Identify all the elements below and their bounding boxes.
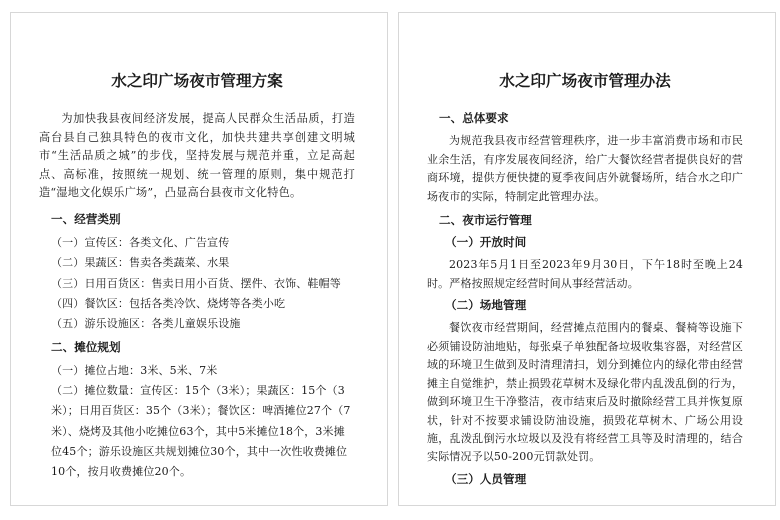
right-section-heading-2: 二、夜市运行管理 <box>439 213 532 228</box>
right-subheading-2: （二）场地管理 <box>445 298 527 313</box>
left-document-page <box>10 12 388 506</box>
right-subsection1-paragraph: 2023年5月1日至2023年9月30日，下午18时至晚上24时。严格按照规定经营时间从事经营活动。 <box>427 258 743 290</box>
right-subsection2-paragraph: 餐饮夜市经营期间，经营摊点范围内的餐桌、餐椅等设施下必须铺设防油地贴，每张桌子单独配备垃圾收集容器，对经营区域的环境卫生做到及时清理清扫，划分到摊位内的绿化带由经营摊主自觉维护，禁止损毁花草树木及绿化带内乱泼乱倒的行为，做到环境卫生干净整洁，夜市结束后及时撤除经营工具并恢复原状，针对不按要求铺设防油设施，损毁花草树木、广场公用设施，乱泼乱倒污水垃圾以及没有将经营工具等及时清理的，结合实际情况予以50-200元罚款处罚。 <box>427 321 743 464</box>
left-section1-item-4: （四）餐饮区：包括各类冷饮、烧烤等各类小吃 <box>51 296 286 310</box>
left-section2-item-2: （二）摊位数量：宣传区：15个（3米）；果蔬区：15个（3米）；日用百货区：35个（3米）；餐饮区：啤酒摊位27个（7米）、烧烤及其他小吃摊位63个，其中5米摊位18个，3米摊位45个；游乐设施区共规划摊位30个，其中一次性收费摊位10个，按月收费摊位20个。 <box>51 383 351 479</box>
right-section1-paragraph: 为规范我县夜市经营管理秩序，进一步丰富消费市场和市民业余生活，有序发展夜间经济，给广大餐饮经营者提供良好的营商环境，提供方便快捷的夏季夜间店外就餐场所，结合水之印广场夜市的实际，特制定此管理办法。 <box>427 134 743 203</box>
left-section-heading-2: 二、摊位规划 <box>51 339 121 354</box>
right-document-page <box>398 12 776 506</box>
left-section1-item-2: （二）果蔬区：售卖各类蔬菜、水果 <box>51 256 230 270</box>
left-section2-item-1: （一）摊位占地：3米、5米、7米 <box>51 363 218 377</box>
left-section1-item-1: （一）宣传区：各类文化、广告宣传 <box>51 235 230 249</box>
left-section1-item-3: （三）日用百货区：售卖日用小百货、摆件、衣饰、鞋帽等 <box>51 276 341 290</box>
left-section-heading-1: 一、经营类别 <box>51 211 121 226</box>
right-section-heading-1: 一、总体要求 <box>439 111 509 126</box>
left-section1-item-5: （五）游乐设施区：各类儿童娱乐设施 <box>51 317 241 331</box>
left-document-title: 水之印广场夜市管理方案 <box>111 71 283 90</box>
right-document-title: 水之印广场夜市管理办法 <box>499 71 671 90</box>
left-intro-paragraph: 为加快我县夜间经济发展，提高人民群众生活品质，打造高台县自己独具特色的夜市文化，加快共建共享创建文明城市“生活品质之城”的步伐，坚持发展与规范并重，立足高起点、高标准，按照统一规划、统一管理的原则，集中规范打造“湿地文化娱乐广场”，凸显高台县夜市文化特色。 <box>39 112 355 200</box>
right-subheading-1: （一）开放时间 <box>445 235 527 250</box>
right-subheading-3: （三）人员管理 <box>445 471 527 486</box>
